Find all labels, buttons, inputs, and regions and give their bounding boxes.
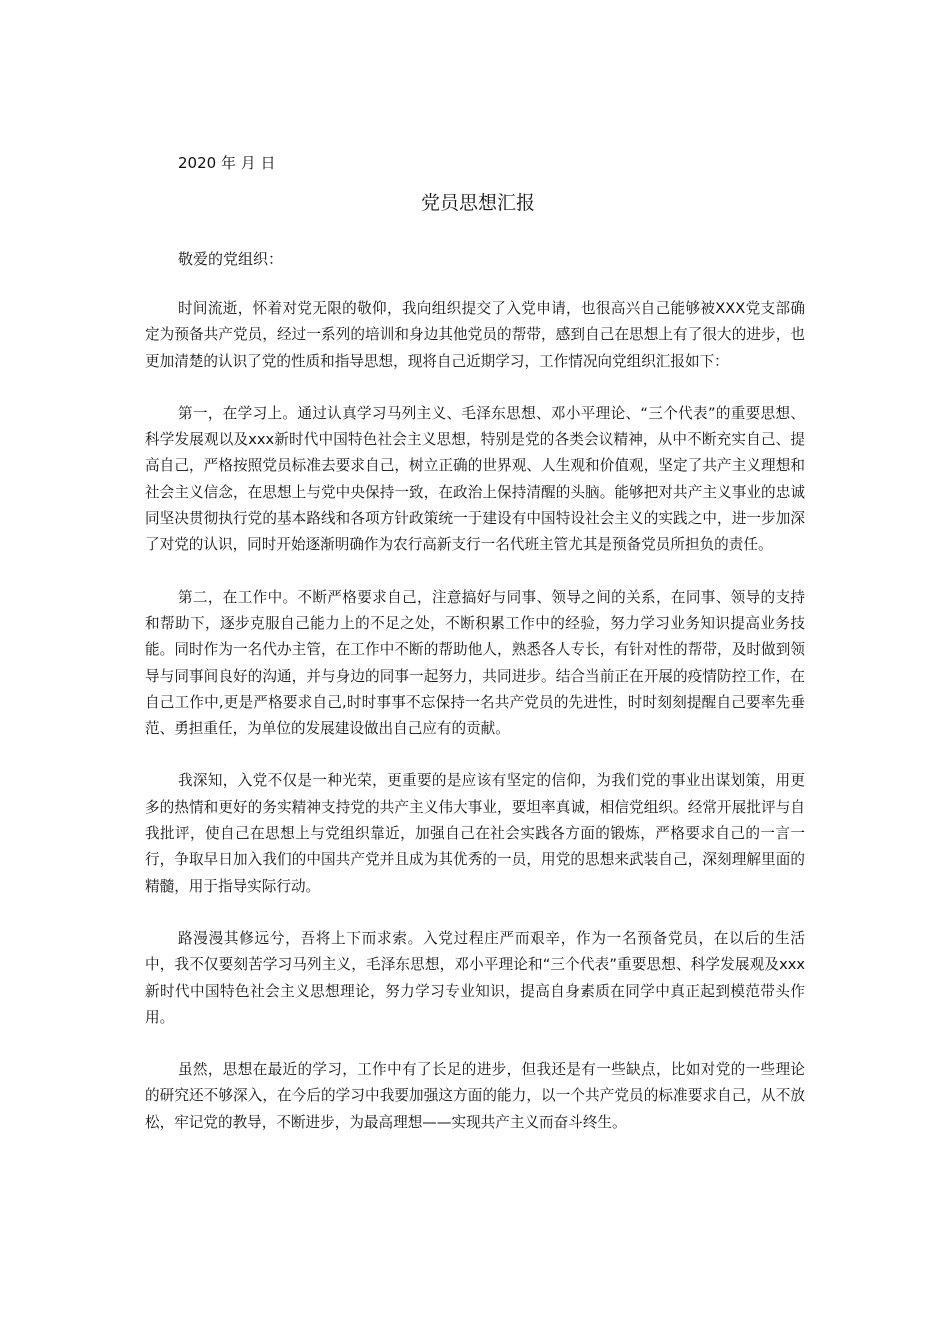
paragraph-conclusion: 虽然，思想在最近的学习，工作中有了长足的进步，但我还是有一些缺点，比如对党的一些理论的研究还不够深入，在今后的学习中我要加强这方面的能力，以一个共产党员的标准要求自己，从不放松，牢记党的教导，不断进步，为最高理想——实现共产主义而奋斗终生。 <box>145 1061 805 1131</box>
paragraph-future: 路漫漫其修远兮，吾将上下而求索。入党过程庄严而艰辛，作为一名预备党员，在以后的生活中，我不仅要刻苦学习马列主义，毛泽东思想，邓小平理论和“三个代表”重要思想、科学发展观及xxx新时代中国特色社会主义思想理论，努力学习专业知识，提高自身素质在同学中真正起到模范带头作用。 <box>145 929 805 1026</box>
paragraph-study: 第一，在学习上。通过认真学习马列主义、毛泽东思想、邓小平理论、“三个代表”的重要思想、科学发展观以及xxx新时代中国特色社会主义思想，特别是党的各类会议精神，从中不断充实自己、提高自己，严格按照党员标准去要求自己，树立正确的世界观、人生观和价值观，坚定了共产主义理想和社会主义信念，在思想上与党中央保持一致，在政治上保持清醒的头脑。能够把对共产主义事业的忠诚同坚决贯彻执行党的基本路线和各项方针政策统一于建设有中国特设社会主义的实践之中，进一步加深了对党的认识，同时开始逐渐明确作为农行高新支行一名代班主管尤其是预备党员所担负的责任。 <box>145 404 805 554</box>
document-page <box>145 150 805 1162</box>
paragraph-intro: 时间流逝，怀着对党无限的敬仰，我向组织提交了入党申请，也很高兴自己能够被XXX党支部确定为预备共产党员，经过一系列的培训和身边其他党员的帮带，感到自己在思想上有了很大的进步，也更加清楚的认识了党的性质和指导思想，现将自己近期学习，工作情况向党组织汇报如下： <box>145 300 805 370</box>
paragraph-belief: 我深知，入党不仅是一种光荣，更重要的是应该有坚定的信仰，为我们党的事业出谋划策，用更多的热情和更好的务实精神支持党的共产主义伟大事业，要坦率真诚，相信党组织。经常开展批评与自我批评，使自己在思想上与党组织靠近，加强自己在社会实践各方面的锻炼，严格要求自己的一言一行，争取早日加入我们的中国共产党并且成为其优秀的一员，用党的思想来武装自己，深刻理解里面的精髓，用于指导实际行动。 <box>145 772 805 895</box>
salutation: 敬爱的党组织： <box>178 250 284 268</box>
document-title: 党员思想汇报 <box>420 192 535 214</box>
document-date: 2020 年 月 日 <box>178 154 276 172</box>
paragraph-work: 第二，在工作中。不断严格要求自己，注意搞好与同事、领导之间的关系，在同事、领导的支持和帮助下，逐步克服自己能力上的不足之处，不断积累工作中的经验，努力学习业务知识提高业务技能。同时作为一名代办主管，在工作中不断的帮助他人，熟悉各人专长，有针对性的帮带，及时做到领导与同事间良好的沟通，并与身边的同事一起努力，共同进步。结合当前正在开展的疫情防控工作，在自己工作中,更是严格要求自己,时时事事不忘保持一名共产党员的先进性，时时刻刻提醒自己要率先垂范、勇担重任，为单位的发展建设做出自己应有的贡献。 <box>145 588 805 738</box>
